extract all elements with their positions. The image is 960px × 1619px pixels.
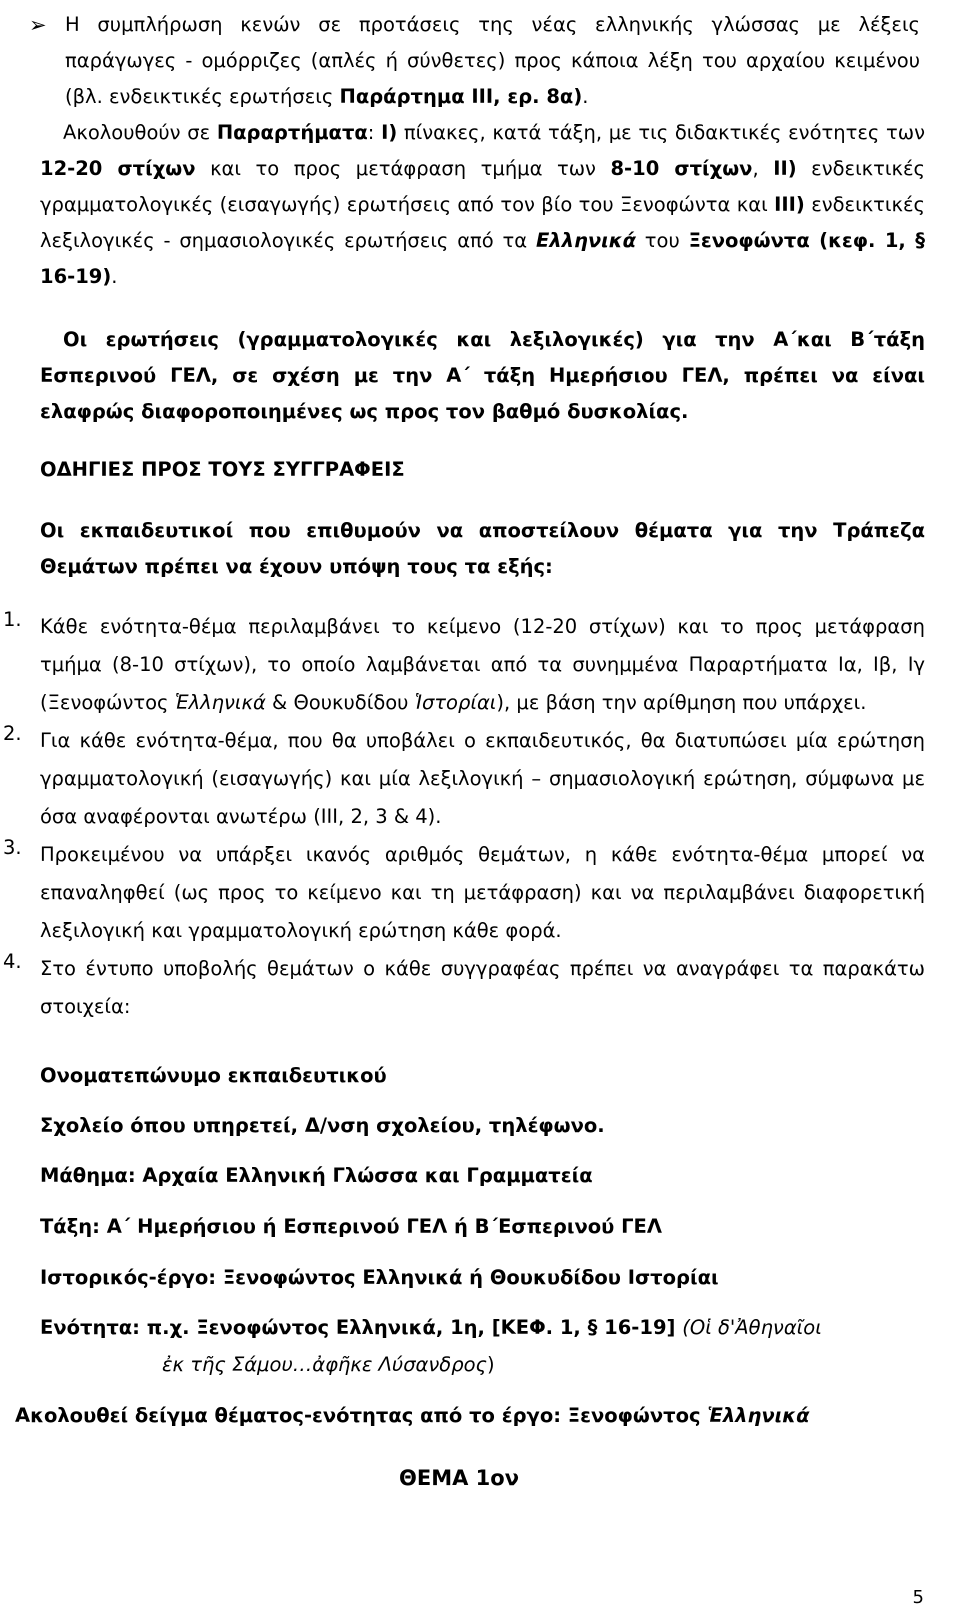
bullet-bold-ref: Παράρτημα ΙΙΙ, ερ. 8α)	[339, 85, 583, 108]
annex-text: ,	[752, 157, 774, 180]
bullet-end: .	[582, 85, 589, 108]
difficulty-note: Οι ερωτήσεις (γραμματολογικές και λεξιλογικές) για την Α΄και Β΄τάξη Εσπερινού ΓΕΛ, σε σχέση με την Α΄ τάξη Ημερήσιου ΓΕΛ, πρέπει να είναι ελαφρώς διαφοροποιημένες ως προς τον βαθμό δυσκολίας.	[40, 328, 925, 423]
list-text: Στο έντυπο υποβολής θεμάτων ο κάθε συγγραφέας πρέπει να αναγράφει τα παρακάτω στοιχεία:	[40, 957, 925, 1018]
sample-text: Ακολουθεί δείγμα θέματος-ενότητας από το έργο: Ξενοφώντος	[15, 1404, 708, 1427]
field-unit-quote: ἐκ τῆς Σάμου…ἀφῆκε Λύσανδρος	[162, 1353, 487, 1376]
field-subject: Μάθημα: Αρχαία Ελληνική Γλώσσα και Γραμματεία	[40, 1164, 593, 1187]
field-author-work: Ιστορικός-έργο: Ξενοφώντος Ελληνικά ή Θουκυδίδου Ιστορίαι	[40, 1266, 719, 1289]
instructions-list	[3, 608, 925, 1026]
list-italic: Ἑλληνικά	[174, 691, 266, 714]
field-class: Τάξη: Α΄ Ημερήσιου ή Εσπερινού ΓΕΛ ή Β΄Εσπερινού ΓΕΛ	[40, 1215, 662, 1238]
annex-bold: 12-20 στίχων	[40, 157, 196, 180]
authors-intro: Οι εκπαιδευτικοί που επιθυμούν να αποστείλουν θέματα για την Τράπεζα Θεμάτων πρέπει να έχουν υπόψη τους τα εξής:	[40, 519, 925, 578]
list-item	[3, 836, 925, 950]
list-text: & Θουκυδίδου	[265, 691, 415, 714]
list-number: 1.	[3, 608, 22, 631]
sample-intro	[15, 1404, 810, 1427]
field-school: Σχολείο όπου υπηρετεί, Δ/νση σχολείου, τηλέφωνο.	[40, 1114, 605, 1137]
annex-bold: ΙΙ)	[773, 157, 797, 180]
page-number: 5	[912, 1587, 924, 1608]
annex-text: του	[635, 229, 689, 252]
field-unit-end: )	[487, 1353, 495, 1376]
list-text: ), με βάση την αρίθμηση που υπάρχει.	[496, 691, 867, 714]
field-unit-quote: (Οἱ δ'Ἀθηναῖοι	[682, 1316, 822, 1339]
annex-text: :	[367, 121, 382, 144]
annex-text: πίνακες, κατά τάξη, με τις διδακτικές ενότητες των	[397, 121, 925, 144]
field-unit-label: Ενότητα: π.χ. Ξενοφώντος Ελληνικά, 1η, [ΚΕΦ. 1, § 16-19]	[40, 1316, 676, 1339]
list-text: Κάθε ενότητα-θέμα περιλαμβάνει το κείμενο (12-20 στίχων) και το προς μετάφραση τμήμα (8-10 στίχων), το οποίο λαμβάνεται από τα συνημμένα Παραρτήματα Ια, Ιβ, Ιγ (Ξενοφώντος	[40, 615, 925, 714]
bullet-text: Η συμπλήρωση κενών σε προτάσεις της νέας ελληνικής γλώσσας με λέξεις παράγωγες - ομόρριζες (απλές ή σύνθετες) προς κάποια λέξη του αρχαίου κειμένου (βλ. ενδεικτικές ερωτήσεις	[65, 13, 920, 108]
annex-text: Ακολουθούν σε	[63, 121, 217, 144]
field-unit	[40, 1316, 822, 1339]
annex-text: ενδεικτικές λεξιλογικές - σημασιολογικές ερωτήσεις από τα	[40, 193, 925, 252]
section-heading: ΟΔΗΓΙΕΣ ΠΡΟΣ ΤΟΥΣ ΣΥΓΓΡΑΦΕΙΣ	[40, 458, 405, 481]
list-italic: Ἱστορίαι	[414, 691, 497, 714]
list-item	[3, 608, 925, 722]
annex-bold-italic: Ελληνικά	[535, 229, 636, 252]
bullet-paragraph	[29, 7, 920, 115]
list-text: Για κάθε ενότητα-θέμα, που θα υποβάλει ο εκπαιδευτικός, θα διατυπώσει μία ερώτηση γραμματολογική (εισαγωγής) και μία λεξιλογική – σημασιολογική ερώτηση, σύμφωνα με όσα αναφέρονται ανωτέρω (ΙΙΙ, 2, 3 & 4).	[40, 729, 925, 828]
annex-bold: Ι)	[381, 121, 398, 144]
annex-bold: Ξενοφώντα (κεφ. 1, § 16-19)	[40, 229, 925, 288]
sample-italic: Ἑλληνικά	[707, 1404, 810, 1427]
annex-bold: Παραρτήματα	[216, 121, 368, 144]
list-item	[3, 950, 925, 1026]
annex-bold: ΙΙΙ)	[774, 193, 805, 216]
list-item	[3, 722, 925, 836]
list-number: 4.	[3, 950, 22, 973]
annex-paragraph	[40, 115, 925, 295]
annex-bold: 8-10 στίχων	[610, 157, 753, 180]
list-number: 2.	[3, 722, 22, 745]
annex-text: .	[111, 265, 118, 288]
arrow-bullet-icon: ➢	[29, 13, 47, 37]
list-text: Προκειμένου να υπάρξει ικανός αριθμός θεμάτων, η κάθε ενότητα-θέμα μπορεί να επαναληφθεί (ως προς το κείμενο και τη μετάφραση) και να περιλαμβάνει διαφορετική λεξιλογική και γραμματολογική ερώτηση κάθε φορά.	[40, 843, 925, 942]
field-unit-continued	[162, 1353, 495, 1376]
annex-text: και το προς μετάφραση τμήμα των	[195, 157, 611, 180]
annex-text: ενδεικτικές γραμματολογικές (εισαγωγής) ερωτήσεις από τον βίο του Ξενοφώντα και	[40, 157, 925, 216]
field-teacher-name: Ονοματεπώνυμο εκπαιδευτικού	[40, 1064, 387, 1087]
theme-title: ΘΕΜΑ 1ον	[399, 1466, 520, 1490]
list-number: 3.	[3, 836, 22, 859]
